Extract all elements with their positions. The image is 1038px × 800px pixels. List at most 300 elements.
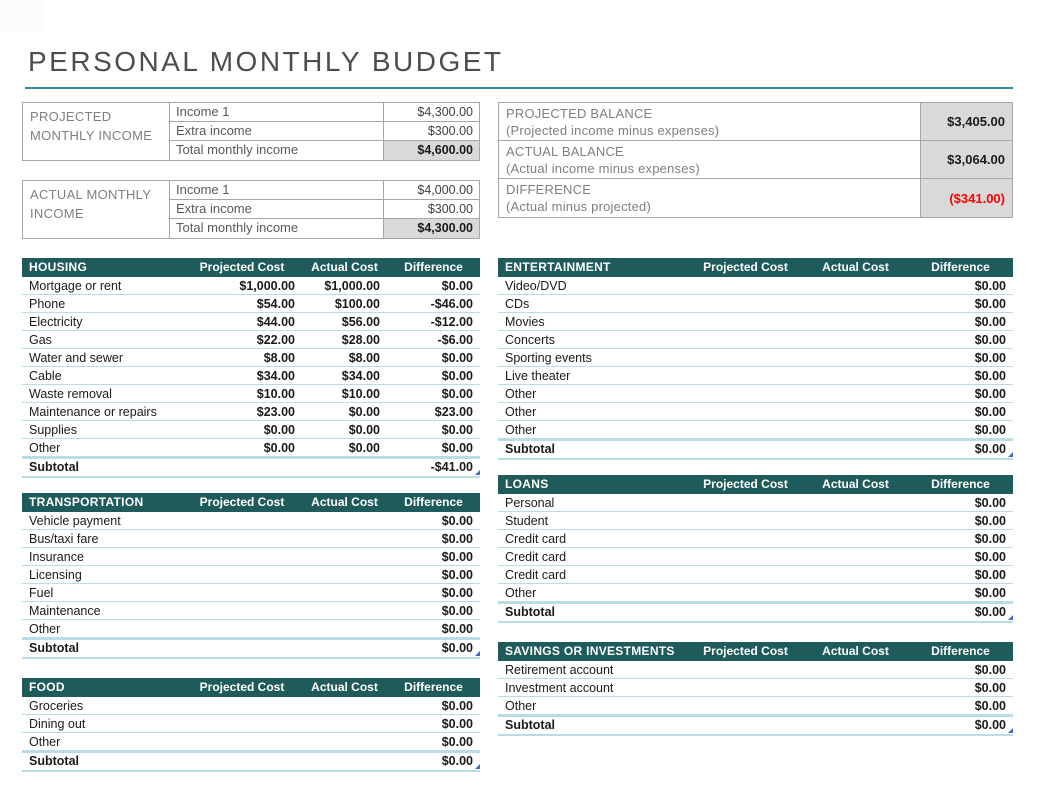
expense-item-cell[interactable]: Other <box>29 622 61 636</box>
actual-cost-cell[interactable]: $8.00 <box>348 351 380 365</box>
expense-row <box>22 421 480 439</box>
expense-item-cell[interactable]: Dining out <box>29 717 86 731</box>
subtotal-difference-cell[interactable]: $0.00 <box>908 441 1013 458</box>
expense-header-row <box>22 678 480 697</box>
housing-table <box>22 258 480 478</box>
expense-row <box>498 494 1013 512</box>
difference-cell[interactable]: $0.00 <box>974 586 1006 600</box>
difference-cell[interactable]: $0.00 <box>441 387 473 401</box>
expense-item-cell[interactable]: Other <box>505 699 537 713</box>
difference-cell[interactable]: $23.00 <box>434 405 473 419</box>
savings-table <box>498 642 1013 736</box>
expense-row <box>22 584 480 602</box>
actual-cost-cell[interactable] <box>302 697 387 714</box>
actual-cost-cell[interactable] <box>803 313 908 330</box>
income-item-cell[interactable]: Income 1 <box>170 181 384 199</box>
expense-item-cell[interactable]: Other <box>505 423 537 437</box>
expense-table-title[interactable]: FOOD <box>29 680 65 694</box>
expense-row <box>498 295 1013 313</box>
difference-cell[interactable]: $0.00 <box>441 568 473 582</box>
projected-cost-cell[interactable] <box>182 697 302 714</box>
expense-row <box>22 349 480 367</box>
difference-cell[interactable]: $0.00 <box>441 279 473 293</box>
difference-cell[interactable]: $0.00 <box>974 405 1006 419</box>
income-value-cell[interactable]: $4,000.00 <box>417 183 473 197</box>
actual-cost-cell[interactable] <box>803 584 908 601</box>
expense-item-cell[interactable]: Other <box>29 441 61 455</box>
balance-value-cell[interactable]: ($341.00) <box>921 179 1012 217</box>
column-header-actual-cost[interactable]: Actual Cost <box>311 495 378 509</box>
column-header-difference[interactable]: Difference <box>404 680 463 694</box>
expense-item-cell[interactable]: Retirement account <box>505 663 614 677</box>
subtotal-row <box>498 602 1013 623</box>
expense-row <box>22 548 480 566</box>
column-header-projected-cost[interactable]: Projected Cost <box>703 644 788 658</box>
difference-cell[interactable]: $0.00 <box>974 699 1006 713</box>
expense-item-cell[interactable]: Cable <box>29 369 62 383</box>
income-row <box>170 141 479 160</box>
balance-row <box>499 179 1012 217</box>
expense-row <box>498 403 1013 421</box>
income-row <box>170 181 479 200</box>
subtotal-projected-cell[interactable] <box>688 717 803 734</box>
balance-row <box>499 103 1012 141</box>
difference-cell[interactable]: $0.00 <box>441 441 473 455</box>
difference-cell[interactable]: $0.00 <box>974 297 1006 311</box>
expense-item-cell[interactable]: Personal <box>505 496 555 510</box>
actual-cost-cell[interactable] <box>803 679 908 696</box>
subtotal-projected-cell[interactable] <box>688 441 803 458</box>
actual-cost-cell[interactable]: $0.00 <box>348 423 380 437</box>
subtotal-actual-cell[interactable] <box>302 459 387 476</box>
fill-handle-marker <box>1008 452 1013 457</box>
expense-row <box>498 661 1013 679</box>
difference-cell[interactable]: $0.00 <box>441 351 473 365</box>
expense-row <box>498 679 1013 697</box>
balance-label: PROJECTED BALANCE <box>506 106 653 121</box>
income-rows <box>170 181 479 238</box>
expense-row <box>22 367 480 385</box>
expense-item-cell[interactable]: Gas <box>29 333 52 347</box>
balance-value-cell[interactable]: $3,405.00 <box>921 103 1012 140</box>
difference-cell[interactable]: $0.00 <box>441 717 473 731</box>
column-header-actual-cost[interactable]: Actual Cost <box>822 644 889 658</box>
projected-cost-cell[interactable] <box>688 313 803 330</box>
expense-row <box>22 385 480 403</box>
subtotal-actual-cell[interactable] <box>302 753 387 770</box>
projected-cost-cell[interactable] <box>688 697 803 714</box>
expense-item-cell[interactable]: Insurance <box>29 550 84 564</box>
expense-row <box>498 697 1013 715</box>
expense-row <box>22 313 480 331</box>
actual-cost-cell[interactable] <box>803 494 908 511</box>
actual-cost-cell[interactable] <box>803 277 908 294</box>
income-row <box>170 200 479 219</box>
expense-table-title[interactable]: SAVINGS OR INVESTMENTS <box>505 644 675 658</box>
expense-row <box>22 277 480 295</box>
difference-cell[interactable]: $0.00 <box>974 568 1006 582</box>
projected-cost-cell[interactable]: $23.00 <box>256 405 295 419</box>
income-item-cell[interactable]: Total monthly income <box>170 141 384 160</box>
income-item-cell[interactable]: Income 1 <box>170 103 384 121</box>
loans-table <box>498 475 1013 623</box>
column-header-projected-cost[interactable]: Projected Cost <box>199 495 285 509</box>
expense-item-cell[interactable]: Other <box>505 586 537 600</box>
actual-cost-cell[interactable] <box>302 733 387 750</box>
balance-sublabel: (Actual minus projected) <box>506 199 651 214</box>
expense-item-cell[interactable]: Maintenance <box>29 604 101 618</box>
actual-cost-cell[interactable] <box>302 548 387 565</box>
subtotal-label-cell[interactable]: Subtotal <box>505 605 555 619</box>
corner-artifact <box>0 0 46 32</box>
subtotal-difference-cell[interactable]: -$41.00 <box>387 459 480 476</box>
difference-cell[interactable]: $0.00 <box>974 351 1006 365</box>
income-row <box>170 103 479 122</box>
actual-cost-cell[interactable] <box>803 697 908 714</box>
expense-row <box>498 512 1013 530</box>
fill-handle-marker <box>475 764 480 769</box>
expense-row <box>22 530 480 548</box>
subtotal-row <box>498 715 1013 736</box>
actual-cost-cell[interactable] <box>302 715 387 732</box>
subtotal-projected-cell[interactable] <box>182 640 302 657</box>
projected-cost-cell[interactable] <box>182 566 302 583</box>
expense-item-cell[interactable]: Waste removal <box>29 387 112 401</box>
column-header-projected-cost[interactable]: Projected Cost <box>199 260 285 274</box>
expense-item-cell[interactable]: Credit card <box>505 532 567 546</box>
balance-label-cell[interactable] <box>499 103 921 140</box>
actual-cost-cell[interactable]: $0.00 <box>348 441 380 455</box>
column-header-actual-cost[interactable]: Actual Cost <box>822 260 889 274</box>
projected-cost-cell[interactable]: $54.00 <box>256 297 295 311</box>
subtotal-difference-cell[interactable]: $0.00 <box>908 604 1013 621</box>
expense-item-cell[interactable]: Licensing <box>29 568 82 582</box>
difference-cell[interactable]: $0.00 <box>974 279 1006 293</box>
projected-cost-cell[interactable] <box>182 620 302 637</box>
expense-row <box>22 512 480 530</box>
expense-item-cell[interactable]: Other <box>505 387 537 401</box>
transportation-table <box>22 493 480 659</box>
projected-cost-cell[interactable] <box>688 530 803 547</box>
expense-item-cell[interactable]: Movies <box>505 315 545 329</box>
expense-row <box>22 295 480 313</box>
difference-cell[interactable]: $0.00 <box>441 604 473 618</box>
expense-header-row <box>498 642 1013 661</box>
balance-label-cell[interactable] <box>499 141 921 178</box>
actual-cost-cell[interactable] <box>803 661 908 678</box>
expense-item-cell[interactable]: Maintenance or repairs <box>29 405 157 419</box>
expense-item-cell[interactable]: Concerts <box>505 333 556 347</box>
fill-handle-marker <box>475 651 480 656</box>
income-section-label: ACTUAL MONTHLY INCOME <box>23 181 170 238</box>
actual-cost-cell[interactable]: $0.00 <box>348 405 380 419</box>
subtotal-label-cell[interactable]: Subtotal <box>29 460 79 474</box>
subtotal-actual-cell[interactable] <box>803 441 908 458</box>
expense-header-row <box>22 258 480 277</box>
income-row <box>170 219 479 238</box>
expense-row <box>22 715 480 733</box>
column-header-projected-cost[interactable]: Projected Cost <box>199 680 285 694</box>
expense-row <box>498 277 1013 295</box>
difference-cell[interactable]: $0.00 <box>441 622 473 636</box>
difference-cell[interactable]: -$12.00 <box>430 315 473 329</box>
expense-table-title[interactable]: LOANS <box>505 477 549 491</box>
fill-handle-marker <box>475 470 480 475</box>
difference-cell[interactable]: $0.00 <box>974 514 1006 528</box>
expense-table-title[interactable]: ENTERTAINMENT <box>505 260 611 274</box>
subtotal-label-cell[interactable]: Subtotal <box>505 718 555 732</box>
difference-cell[interactable]: $0.00 <box>441 735 473 749</box>
expense-row <box>22 331 480 349</box>
actual-cost-cell[interactable] <box>803 548 908 565</box>
projected-cost-cell[interactable] <box>688 385 803 402</box>
actual-cost-cell[interactable]: $56.00 <box>341 315 380 329</box>
actual-cost-cell[interactable] <box>803 403 908 420</box>
expense-item-cell[interactable]: Student <box>505 514 549 528</box>
income-value-cell[interactable]: $4,600.00 <box>384 141 479 160</box>
projected-cost-cell[interactable]: $0.00 <box>263 441 295 455</box>
column-header-difference[interactable]: Difference <box>931 644 990 658</box>
projected-cost-cell[interactable] <box>688 494 803 511</box>
expense-row <box>498 313 1013 331</box>
subtotal-row <box>498 439 1013 460</box>
column-header-difference[interactable]: Difference <box>404 495 463 509</box>
subtotal-label-cell[interactable]: Subtotal <box>505 442 555 456</box>
expense-item-cell[interactable]: Sporting events <box>505 351 592 365</box>
actual-cost-cell[interactable] <box>302 602 387 619</box>
difference-cell[interactable]: -$6.00 <box>437 333 473 347</box>
difference-cell[interactable]: $0.00 <box>974 550 1006 564</box>
subtotal-actual-cell[interactable] <box>302 640 387 657</box>
expense-item-cell[interactable]: Electricity <box>29 315 83 329</box>
expense-item-cell[interactable]: Vehicle payment <box>29 514 121 528</box>
subtotal-label-cell[interactable]: Subtotal <box>29 754 79 768</box>
column-header-projected-cost[interactable]: Projected Cost <box>703 477 788 491</box>
difference-cell[interactable]: $0.00 <box>441 514 473 528</box>
expense-row <box>498 421 1013 439</box>
expense-row <box>498 530 1013 548</box>
difference-cell[interactable]: $0.00 <box>974 315 1006 329</box>
difference-cell[interactable]: $0.00 <box>441 550 473 564</box>
expense-row <box>498 349 1013 367</box>
balance-row <box>499 141 1012 179</box>
projected-cost-cell[interactable] <box>688 421 803 438</box>
expense-item-cell[interactable]: Video/DVD <box>505 279 567 293</box>
actual-cost-cell[interactable] <box>302 512 387 529</box>
subtotal-row <box>22 751 480 772</box>
expense-header-row <box>498 475 1013 494</box>
difference-cell[interactable]: $0.00 <box>974 532 1006 546</box>
actual-cost-cell[interactable] <box>803 530 908 547</box>
subtotal-difference-cell[interactable]: $0.00 <box>908 717 1013 734</box>
actual-cost-cell[interactable] <box>302 620 387 637</box>
actual-cost-cell[interactable] <box>803 367 908 384</box>
actual-cost-cell[interactable] <box>302 584 387 601</box>
subtotal-projected-cell[interactable] <box>182 459 302 476</box>
subtotal-projected-cell[interactable] <box>688 604 803 621</box>
balance-sublabel: (Projected income minus expenses) <box>506 123 720 138</box>
subtotal-actual-cell[interactable] <box>803 717 908 734</box>
actual-cost-cell[interactable]: $1,000.00 <box>324 279 380 293</box>
expense-item-cell[interactable]: Credit card <box>505 568 567 582</box>
page-title: PERSONAL MONTHLY BUDGET <box>28 46 504 77</box>
subtotal-row <box>22 457 480 478</box>
projected-cost-cell[interactable] <box>688 548 803 565</box>
balance-sublabel: (Actual income minus expenses) <box>506 161 700 176</box>
actual-cost-cell[interactable]: $100.00 <box>334 297 380 311</box>
actual-income-table <box>22 180 480 239</box>
expense-item-cell[interactable]: Supplies <box>29 423 77 437</box>
projected-cost-cell[interactable] <box>182 584 302 601</box>
projected-cost-cell[interactable]: $22.00 <box>256 333 295 347</box>
income-value-cell[interactable]: $300.00 <box>427 124 473 138</box>
actual-cost-cell[interactable] <box>302 566 387 583</box>
actual-cost-cell[interactable]: $10.00 <box>341 387 380 401</box>
expense-table-title[interactable]: HOUSING <box>29 260 88 274</box>
expense-row <box>498 566 1013 584</box>
expense-row <box>22 733 480 751</box>
income-value-cell[interactable]: $4,300.00 <box>384 219 479 238</box>
fill-handle-marker <box>1008 728 1013 733</box>
projected-cost-cell[interactable]: $10.00 <box>256 387 295 401</box>
projected-cost-cell[interactable]: $0.00 <box>263 423 295 437</box>
expense-item-cell[interactable]: Groceries <box>29 699 84 713</box>
income-value-cell[interactable]: $300.00 <box>427 202 473 216</box>
expense-row <box>498 331 1013 349</box>
column-header-difference[interactable]: Difference <box>931 477 990 491</box>
expense-item-cell[interactable]: Mortgage or rent <box>29 279 122 293</box>
income-item-cell[interactable]: Extra income <box>170 200 384 218</box>
subtotal-actual-cell[interactable] <box>803 604 908 621</box>
projected-cost-cell[interactable] <box>688 512 803 529</box>
expense-item-cell[interactable]: Live theater <box>505 369 571 383</box>
projected-cost-cell[interactable] <box>182 602 302 619</box>
difference-cell[interactable]: $0.00 <box>974 681 1006 695</box>
projected-cost-cell[interactable]: $44.00 <box>256 315 295 329</box>
expense-item-cell[interactable]: Other <box>505 405 537 419</box>
expense-item-cell[interactable]: Other <box>29 735 61 749</box>
expense-row <box>22 403 480 421</box>
column-header-difference[interactable]: Difference <box>931 260 990 274</box>
expense-item-cell[interactable]: CDs <box>505 297 530 311</box>
expense-item-cell[interactable]: Phone <box>29 297 66 311</box>
projected-cost-cell[interactable] <box>688 367 803 384</box>
income-value-cell[interactable]: $4,300.00 <box>417 105 473 119</box>
projected-cost-cell[interactable] <box>182 715 302 732</box>
projected-cost-cell[interactable] <box>182 733 302 750</box>
income-item-cell[interactable]: Total monthly income <box>170 219 384 238</box>
projected-cost-cell[interactable] <box>182 548 302 565</box>
difference-cell[interactable]: $0.00 <box>974 423 1006 437</box>
projected-cost-cell[interactable] <box>182 530 302 547</box>
balance-label: ACTUAL BALANCE <box>506 144 624 159</box>
actual-cost-cell[interactable]: $34.00 <box>341 369 380 383</box>
expense-row <box>498 385 1013 403</box>
actual-cost-cell[interactable] <box>803 566 908 583</box>
projected-cost-cell[interactable] <box>688 679 803 696</box>
expense-row <box>22 697 480 715</box>
expense-row <box>22 439 480 457</box>
actual-cost-cell[interactable] <box>803 421 908 438</box>
expense-header-row <box>22 493 480 512</box>
balance-table <box>498 102 1013 218</box>
column-header-difference[interactable]: Difference <box>404 260 463 274</box>
difference-cell[interactable]: $0.00 <box>441 532 473 546</box>
column-header-actual-cost[interactable]: Actual Cost <box>311 260 378 274</box>
actual-cost-cell[interactable] <box>803 295 908 312</box>
subtotal-difference-cell[interactable]: $0.00 <box>387 640 480 657</box>
income-section-label: PROJECTED MONTHLY INCOME <box>23 103 170 160</box>
projected-cost-cell[interactable] <box>688 277 803 294</box>
balance-value-cell[interactable]: $3,064.00 <box>921 141 1012 178</box>
column-header-actual-cost[interactable]: Actual Cost <box>822 477 889 491</box>
expense-item-cell[interactable]: Water and sewer <box>29 351 124 365</box>
income-row <box>170 122 479 141</box>
difference-cell[interactable]: $0.00 <box>441 699 473 713</box>
projected-cost-cell[interactable]: $8.00 <box>263 351 295 365</box>
expense-row <box>498 367 1013 385</box>
expense-row <box>22 602 480 620</box>
projected-cost-cell[interactable] <box>688 566 803 583</box>
expense-item-cell[interactable]: Investment account <box>505 681 614 695</box>
column-header-actual-cost[interactable]: Actual Cost <box>311 680 378 694</box>
subtotal-label-cell[interactable]: Subtotal <box>29 641 79 655</box>
subtotal-projected-cell[interactable] <box>182 753 302 770</box>
actual-cost-cell[interactable] <box>803 512 908 529</box>
difference-cell[interactable]: $0.00 <box>974 496 1006 510</box>
column-header-projected-cost[interactable]: Projected Cost <box>703 260 788 274</box>
expense-row <box>498 548 1013 566</box>
difference-cell[interactable]: $0.00 <box>974 387 1006 401</box>
income-item-cell[interactable]: Extra income <box>170 122 384 140</box>
projected-cost-cell[interactable]: $34.00 <box>256 369 295 383</box>
projected-cost-cell[interactable]: $1,000.00 <box>239 279 295 293</box>
actual-cost-cell[interactable] <box>803 349 908 366</box>
actual-cost-cell[interactable] <box>803 331 908 348</box>
projected-cost-cell[interactable] <box>688 403 803 420</box>
difference-cell[interactable]: -$46.00 <box>430 297 473 311</box>
expense-row <box>22 620 480 638</box>
difference-cell[interactable]: $0.00 <box>441 586 473 600</box>
difference-cell[interactable]: $0.00 <box>974 369 1006 383</box>
projected-income-table <box>22 102 480 161</box>
expense-item-cell[interactable]: Credit card <box>505 550 567 564</box>
difference-cell[interactable]: $0.00 <box>974 333 1006 347</box>
fill-handle-marker <box>1008 615 1013 620</box>
expense-item-cell[interactable]: Fuel <box>29 586 54 600</box>
actual-cost-cell[interactable] <box>302 530 387 547</box>
balance-label-cell[interactable] <box>499 179 921 217</box>
expense-table-title[interactable]: TRANSPORTATION <box>29 495 144 509</box>
subtotal-difference-cell[interactable]: $0.00 <box>387 753 480 770</box>
food-table <box>22 678 480 772</box>
actual-cost-cell[interactable] <box>803 385 908 402</box>
projected-cost-cell[interactable] <box>688 295 803 312</box>
difference-cell[interactable]: $0.00 <box>441 423 473 437</box>
entertainment-table <box>498 258 1013 460</box>
projected-cost-cell[interactable] <box>688 661 803 678</box>
difference-cell[interactable]: $0.00 <box>441 369 473 383</box>
difference-cell[interactable]: $0.00 <box>974 663 1006 677</box>
projected-cost-cell[interactable] <box>182 512 302 529</box>
projected-cost-cell[interactable] <box>688 349 803 366</box>
expense-item-cell[interactable]: Bus/taxi fare <box>29 532 99 546</box>
income-rows <box>170 103 479 160</box>
expense-header-row <box>498 258 1013 277</box>
projected-cost-cell[interactable] <box>688 584 803 601</box>
projected-cost-cell[interactable] <box>688 331 803 348</box>
actual-cost-cell[interactable]: $28.00 <box>341 333 380 347</box>
